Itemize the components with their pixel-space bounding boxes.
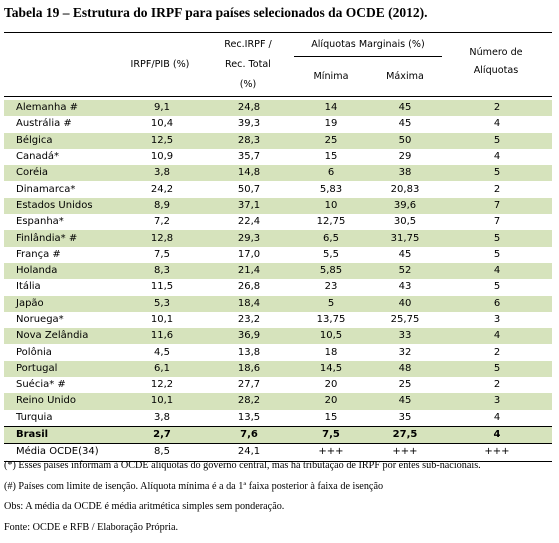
country-cell: Nova Zelândia	[4, 328, 120, 344]
numero-aliquotas-cell: 3	[493, 314, 501, 325]
rec-irpf-cell: 18,6	[204, 361, 294, 377]
irpf-pib-cell: 12,5	[120, 133, 204, 149]
table-row	[4, 328, 552, 344]
rec-irpf-cell: 29,3	[204, 230, 294, 246]
footnote-obs: Obs: A média da OCDE é média aritmética simples sem ponderação.	[4, 501, 285, 512]
rec-irpf-cell: 22,4	[237, 216, 261, 228]
header-minima: Mínima	[313, 71, 349, 82]
country-cell: Turquia	[16, 411, 53, 423]
irpf-pib-cell: 11,5	[150, 281, 174, 293]
aliquota-minima-cell: 7,5	[294, 426, 368, 443]
rec-irpf-cell: 35,7	[237, 151, 261, 163]
numero-aliquotas-cell: 7	[442, 198, 552, 214]
numero-aliquotas-cell: 5	[493, 281, 501, 293]
numero-aliquotas-cell: 4	[442, 328, 552, 344]
irpf-pib-cell: 7,5	[154, 248, 170, 260]
irpf-pib-cell: 10,1	[150, 314, 174, 325]
numero-aliquotas-cell: 5	[442, 165, 552, 181]
country-cell: Noruega*	[16, 314, 64, 325]
numero-aliquotas-cell: 2	[493, 183, 501, 195]
table-row	[4, 296, 552, 312]
country-cell: Estados Unidos	[4, 198, 120, 214]
aliquota-minima-cell: 15	[324, 151, 338, 163]
numero-aliquotas-cell: 5	[442, 230, 552, 246]
irpf-pib-cell: 8,5	[154, 446, 170, 458]
aliquota-minima-cell: 13,75	[316, 314, 346, 325]
table-row	[4, 410, 552, 427]
aliquota-maxima-cell: 29	[398, 151, 412, 163]
rec-irpf-cell: 24,1	[237, 446, 261, 458]
aliquota-minima-cell: 5,5	[323, 248, 339, 260]
aliquota-minima-cell: +++	[318, 446, 344, 458]
country-cell: Polônia	[16, 346, 52, 358]
irpf-pib-cell: 8,3	[120, 263, 204, 279]
footnotes	[4, 459, 481, 541]
country-cell: França #	[16, 248, 61, 260]
rec-irpf-cell: 28,3	[204, 133, 294, 149]
rec-irpf-cell: 50,7	[237, 183, 261, 195]
table-row	[4, 116, 552, 132]
aliquota-maxima-cell: 33	[368, 328, 442, 344]
header-rec-line2: Rec. Total	[225, 59, 271, 70]
country-cell: Itália	[16, 281, 41, 293]
aliquota-maxima-cell: 25	[398, 379, 412, 391]
header-irpf-pib: IRPF/PIB (%)	[130, 59, 190, 70]
aliquota-maxima-cell: 20,83	[390, 183, 420, 195]
aliquota-minima-cell: 19	[324, 118, 338, 130]
irpf-pib-cell: 9,1	[120, 100, 204, 116]
irpf-pib-cell: 3,8	[154, 411, 170, 423]
rec-irpf-cell: 36,9	[204, 328, 294, 344]
numero-aliquotas-cell: 4	[493, 151, 501, 163]
aliquota-minima-cell: 6	[294, 165, 368, 181]
header-top-rule	[4, 32, 552, 33]
numero-aliquotas-cell: 4	[442, 263, 552, 279]
table-row	[4, 198, 552, 214]
aliquota-minima-cell: 5	[294, 296, 368, 312]
table-row	[4, 181, 552, 197]
rec-irpf-cell: 18,4	[204, 296, 294, 312]
irpf-table	[4, 100, 552, 462]
country-cell: Dinamarca*	[16, 183, 76, 195]
country-cell: Coréia	[4, 165, 120, 181]
aliquota-maxima-cell: 25,75	[390, 314, 420, 325]
country-cell: Holanda	[4, 263, 120, 279]
irpf-table-body	[4, 100, 552, 461]
irpf-pib-cell: 2,7	[120, 426, 204, 443]
numero-aliquotas-cell: 5	[442, 133, 552, 149]
country-cell: Austrália #	[16, 118, 72, 130]
numero-aliquotas-cell: +++	[484, 446, 510, 458]
aliquota-maxima-cell: 27,5	[368, 426, 442, 443]
aliquota-maxima-cell: 35	[398, 411, 412, 423]
table-row	[4, 312, 552, 328]
irpf-pib-cell: 6,1	[120, 361, 204, 377]
aliquota-maxima-cell: 45	[398, 118, 412, 130]
aliquota-minima-cell: 15	[324, 411, 338, 423]
country-cell: Finlândia* #	[4, 230, 120, 246]
rec-irpf-cell: 39,3	[237, 118, 261, 130]
aliquota-minima-cell: 10,5	[294, 328, 368, 344]
numero-aliquotas-cell: 2	[442, 100, 552, 116]
aliquota-maxima-cell: 38	[368, 165, 442, 181]
aliquota-maxima-cell: 40	[368, 296, 442, 312]
irpf-pib-cell: 12,2	[150, 379, 174, 391]
rec-irpf-cell: 7,6	[204, 426, 294, 443]
header-maxima: Máxima	[386, 71, 424, 82]
irpf-pib-cell: 10,9	[150, 151, 174, 163]
irpf-pib-cell: 24,2	[150, 183, 174, 195]
aliquota-minima-cell: 23	[324, 281, 338, 293]
rec-irpf-cell: 21,4	[204, 263, 294, 279]
aliquota-minima-cell: 10	[294, 198, 368, 214]
footnote-source: Fonte: OCDE e RFB / Elaboração Própria.	[4, 521, 179, 533]
irpf-pib-cell: 10,1	[120, 393, 204, 409]
aliquota-maxima-cell: 50	[368, 133, 442, 149]
table-row	[4, 100, 552, 116]
aliquota-maxima-cell: 43	[398, 281, 412, 293]
rec-irpf-cell: 27,7	[237, 379, 261, 391]
header-numero-line2: Alíquotas	[473, 65, 519, 76]
numero-aliquotas-cell: 3	[442, 393, 552, 409]
aliquota-minima-cell: 25	[294, 133, 368, 149]
aliquota-maxima-cell: 45	[368, 100, 442, 116]
table-row	[4, 230, 552, 246]
footnote-hash: (#) Países com limite de isenção. Alíquota mínima é a da 1ª faixa posterior à faixa de isenção	[4, 480, 384, 492]
irpf-pib-cell: 10,4	[150, 118, 174, 130]
aliquota-minima-cell: 14	[294, 100, 368, 116]
aliquota-minima-cell: 18	[324, 346, 338, 358]
table-row	[4, 393, 552, 409]
country-cell: Japão	[4, 296, 120, 312]
table-row	[4, 214, 552, 230]
country-cell: Canadá*	[16, 151, 60, 163]
rec-irpf-cell: 13,8	[237, 346, 261, 358]
table-row	[4, 149, 552, 165]
country-cell: Portugal	[4, 361, 120, 377]
irpf-pib-cell: 11,6	[120, 328, 204, 344]
table-row	[4, 377, 552, 393]
aliquota-maxima-cell: 52	[368, 263, 442, 279]
header-rec-line3: (%)	[239, 79, 257, 90]
rec-irpf-cell: 28,2	[204, 393, 294, 409]
irpf-pib-cell: 12,8	[120, 230, 204, 246]
header-aliquotas-marginais: Alíquotas Marginais (%)	[311, 39, 425, 50]
rec-irpf-cell: 24,8	[204, 100, 294, 116]
numero-aliquotas-cell: 6	[442, 296, 552, 312]
aliquota-minima-cell: 5,83	[319, 183, 343, 195]
aliquota-maxima-cell: 45	[398, 248, 412, 260]
table-row	[4, 279, 552, 295]
table-row	[4, 263, 552, 279]
country-cell: Bélgica	[4, 133, 120, 149]
numero-aliquotas-cell: 5	[493, 248, 501, 260]
irpf-pib-cell: 7,2	[154, 216, 170, 228]
aliquota-maxima-cell: 31,75	[368, 230, 442, 246]
header-numero-line1: Número de	[469, 47, 523, 58]
table-title: Tabela 19 – Estrutura do IRPF para países selecionados da OCDE (2012).	[4, 5, 428, 20]
rec-irpf-cell: 26,8	[237, 281, 261, 293]
table-row	[4, 133, 552, 149]
aliquota-minima-cell: 12,75	[316, 216, 346, 228]
aliquota-minima-cell: 14,5	[294, 361, 368, 377]
aliquota-maxima-cell: 30,5	[393, 216, 417, 228]
table-row	[4, 165, 552, 181]
numero-aliquotas-cell: 4	[493, 411, 501, 423]
country-cell: Reino Unido	[4, 393, 120, 409]
aliquota-maxima-cell: 32	[398, 346, 412, 358]
irpf-pib-cell: 8,9	[120, 198, 204, 214]
aliquota-minima-cell: 20	[294, 393, 368, 409]
country-cell: Suécia* #	[16, 379, 66, 391]
rec-irpf-cell: 37,1	[204, 198, 294, 214]
numero-aliquotas-cell: 2	[493, 379, 501, 391]
aliquota-minima-cell: 5,85	[294, 263, 368, 279]
irpf-pib-cell: 4,5	[154, 346, 170, 358]
country-cell: Alemanha #	[4, 100, 120, 116]
table-row	[4, 247, 552, 263]
numero-aliquotas-cell: 5	[442, 361, 552, 377]
header-bottom-rule	[4, 96, 552, 97]
country-cell: Espanha*	[16, 216, 64, 228]
aliquota-minima-cell: 6,5	[294, 230, 368, 246]
rec-irpf-cell: 13,5	[237, 411, 261, 423]
rec-irpf-cell: 23,2	[237, 314, 261, 325]
rec-irpf-cell: 14,8	[204, 165, 294, 181]
irpf-pib-cell: 5,3	[120, 296, 204, 312]
aliquota-maxima-cell: 48	[368, 361, 442, 377]
numero-aliquotas-cell: 4	[493, 118, 501, 130]
header-rec-line1: Rec.IRPF /	[224, 39, 272, 50]
rec-irpf-cell: 17,0	[237, 248, 261, 260]
country-cell: Média OCDE(34)	[16, 446, 99, 458]
numero-aliquotas-cell: 7	[493, 216, 501, 228]
irpf-pib-cell: 3,8	[120, 165, 204, 181]
table-row	[4, 426, 552, 443]
table-row	[4, 344, 552, 360]
country-cell: Brasil	[4, 426, 120, 443]
aliquota-maxima-cell: 39,6	[368, 198, 442, 214]
aliquota-maxima-cell: 45	[368, 393, 442, 409]
numero-aliquotas-cell: 2	[493, 346, 501, 358]
numero-aliquotas-cell: 4	[442, 426, 552, 443]
aliquota-minima-cell: 20	[324, 379, 338, 391]
table-row	[4, 361, 552, 377]
aliquota-maxima-cell: +++	[392, 446, 418, 458]
footnote-asterisk: (*) Esses países informam à OCDE alíquotas do governo central, mas há tributação de IRPF por entes sub-nacionais.	[4, 460, 481, 471]
aliquotas-underline	[294, 56, 442, 57]
